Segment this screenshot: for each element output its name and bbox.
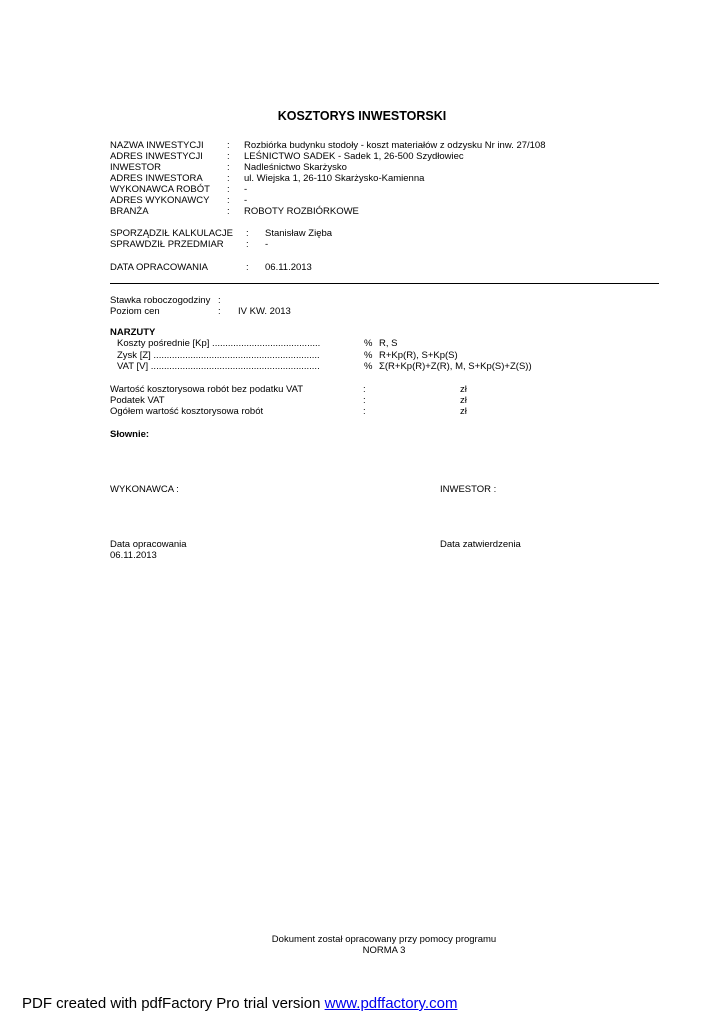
investor-signature-label: INWESTOR : bbox=[440, 484, 497, 495]
value-net-label: Wartość kosztorysowa robót bez podatku VAT bbox=[110, 384, 304, 395]
info-separator: : bbox=[227, 173, 230, 184]
info-label-contractor: WYKONAWCA ROBÓT bbox=[110, 184, 210, 195]
info-value-contractor-address: - bbox=[244, 195, 248, 206]
surcharge-percent: % bbox=[364, 350, 373, 361]
pdf-footer bbox=[22, 995, 457, 1013]
date-separator: : bbox=[246, 262, 249, 273]
surcharges-heading: NARZUTY bbox=[110, 327, 156, 338]
rate-separator: : bbox=[218, 295, 221, 306]
prepared-separator: : bbox=[246, 228, 249, 239]
date-prepared-footer-value: 06.11.2013 bbox=[110, 550, 157, 561]
value-net-separator: : bbox=[363, 384, 366, 395]
value-vat-label: Podatek VAT bbox=[110, 395, 165, 406]
info-value-investor-address: ul. Wiejska 1, 26-110 Skarżysko-Kamienna bbox=[244, 173, 425, 184]
amount-in-words-label: Słownie: bbox=[110, 429, 150, 440]
pdffactory-link[interactable]: www.pdffactory.com bbox=[324, 995, 458, 1012]
program-note-line1: Dokument został opracowany przy pomocy programu bbox=[271, 934, 497, 945]
surcharge-percent: % bbox=[364, 338, 373, 349]
info-label-investment-address: ADRES INWESTYCJI bbox=[110, 151, 203, 162]
info-separator: : bbox=[227, 184, 230, 195]
surcharge-percent: % bbox=[364, 361, 373, 372]
info-label-contractor-address: ADRES WYKONAWCY bbox=[110, 195, 210, 206]
surcharge-formula-profit: R+Kp(R), S+Kp(S) bbox=[379, 350, 458, 361]
info-label-investor-address: ADRES INWESTORA bbox=[110, 173, 203, 184]
rate-label: Stawka roboczogodziny bbox=[110, 295, 211, 306]
pdf-footer-text: PDF created with pdfFactory Pro trial version bbox=[22, 995, 325, 1012]
price-level-separator: : bbox=[218, 306, 221, 317]
value-total-unit: zł bbox=[460, 406, 467, 417]
document-title: KOSZTORYS INWESTORSKI bbox=[277, 109, 447, 123]
price-level-value: IV KW. 2013 bbox=[238, 306, 291, 317]
program-note-line2: NORMA 3 bbox=[362, 945, 406, 956]
info-value-investor: Nadleśnictwo Skarżysko bbox=[244, 162, 347, 173]
prepared-by-value: Stanisław Zięba bbox=[265, 228, 333, 239]
checked-by-value: - bbox=[265, 239, 269, 250]
info-value-investment-address: LEŚNICTWO SADEK - Sadek 1, 26-500 Szydłowiec bbox=[244, 151, 464, 162]
info-separator: : bbox=[227, 206, 230, 217]
info-separator: : bbox=[227, 195, 230, 206]
date-prepared-value: 06.11.2013 bbox=[265, 262, 312, 273]
section-divider bbox=[110, 283, 659, 284]
date-prepared-label: DATA OPRACOWANIA bbox=[110, 262, 209, 273]
surcharge-label-vat: VAT [V] ................................................................ bbox=[117, 361, 320, 372]
checked-by-label: SPRAWDZIŁ PRZEDMIAR bbox=[110, 239, 224, 250]
info-separator: : bbox=[227, 162, 230, 173]
date-approved-label: Data zatwierdzenia bbox=[440, 539, 521, 550]
surcharge-label-profit: Zysk [Z] ............................................................... bbox=[117, 350, 320, 361]
prepared-separator: : bbox=[246, 239, 249, 250]
value-vat-separator: : bbox=[363, 395, 366, 406]
prepared-by-label: SPORZĄDZIŁ KALKULACJE bbox=[110, 228, 234, 239]
info-value-investment-name: Rozbiórka budynku stodoły - koszt materiałów z odzysku Nr inw. 27/108 bbox=[244, 140, 546, 151]
value-total-separator: : bbox=[363, 406, 366, 417]
surcharge-formula-vat: Σ(R+Kp(R)+Z(R), M, S+Kp(S)+Z(S)) bbox=[379, 361, 532, 372]
surcharge-formula-indirect: R, S bbox=[379, 338, 398, 349]
date-prepared-footer-label: Data opracowania bbox=[110, 539, 187, 550]
value-vat-unit: zł bbox=[460, 395, 467, 406]
info-value-contractor: - bbox=[244, 184, 248, 195]
info-label-investment-name: NAZWA INWESTYCJI bbox=[110, 140, 204, 151]
price-level-label: Poziom cen bbox=[110, 306, 160, 317]
info-value-branch: ROBOTY ROZBIÓRKOWE bbox=[244, 206, 359, 217]
value-total-label: Ogółem wartość kosztorysowa robót bbox=[110, 406, 264, 417]
info-label-branch: BRANŻA bbox=[110, 206, 149, 217]
contractor-signature-label: WYKONAWCA : bbox=[110, 484, 179, 495]
info-separator: : bbox=[227, 151, 230, 162]
surcharge-label-indirect: Koszty pośrednie [Kp] ......................................... bbox=[117, 338, 321, 349]
info-label-investor: INWESTOR bbox=[110, 162, 162, 173]
info-separator: : bbox=[227, 140, 230, 151]
value-net-unit: zł bbox=[460, 384, 467, 395]
